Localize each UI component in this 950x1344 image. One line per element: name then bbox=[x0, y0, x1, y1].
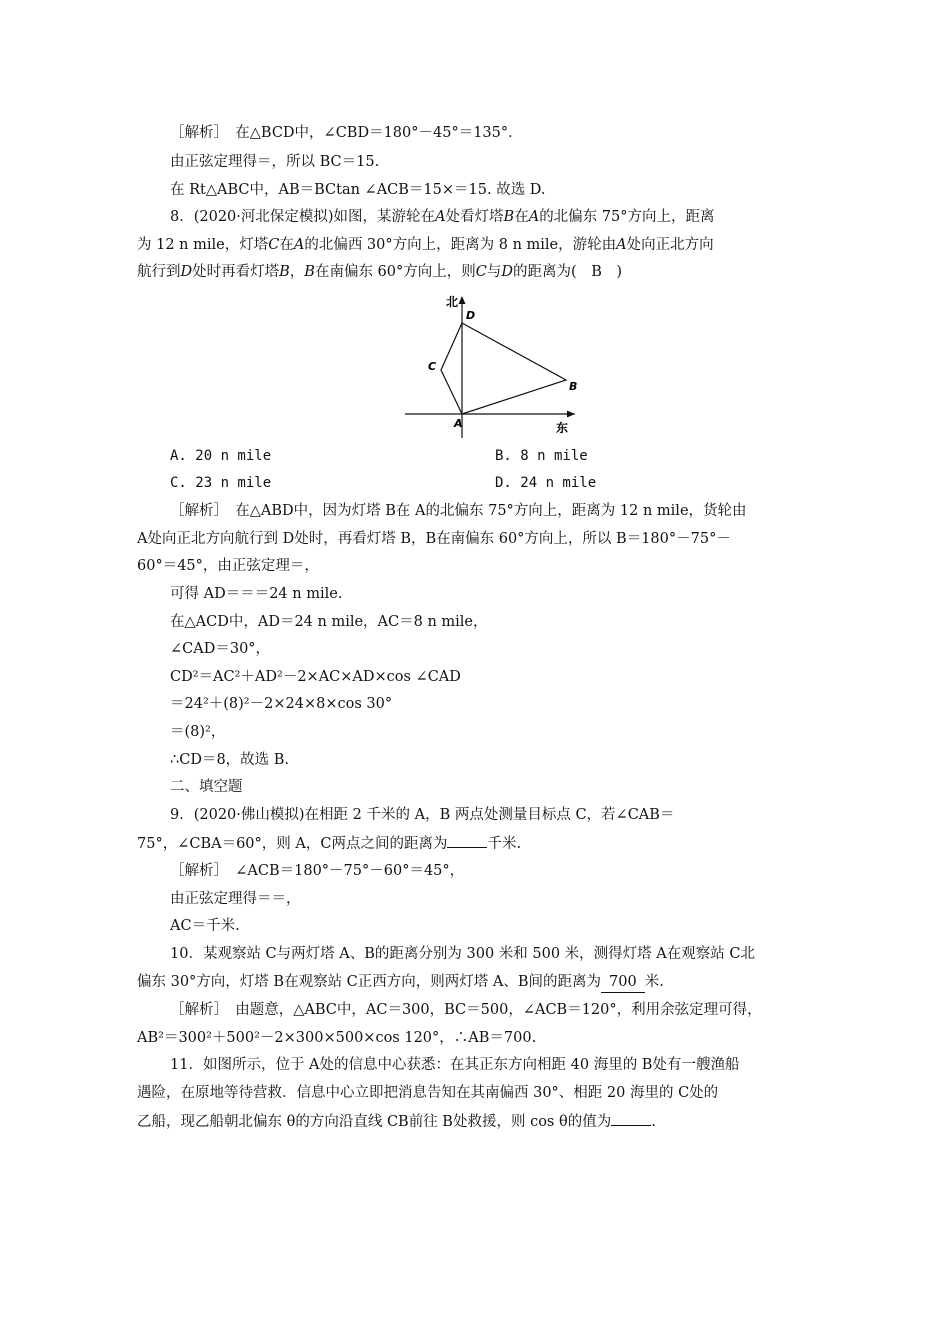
q8-solution-line-1: ［解析］ 在△ABD中，因为灯塔 B在 A的北偏东 75°方向上，距离为 12 n mile，货轮由 bbox=[170, 503, 747, 519]
segment-a-c-d bbox=[441, 323, 462, 414]
q8-solution-line-4: 可得 AD＝＝＝24 n mile. bbox=[170, 586, 343, 602]
q8-stem-line-1: 8．(2020·河北保定模拟)如图，某游轮在A处看灯塔B在A的北偏东 75°方向上，距离 bbox=[170, 209, 715, 225]
q8-solution-line-9: ＝(8)²， bbox=[170, 724, 226, 740]
triangle-abd bbox=[462, 323, 566, 414]
option-a: A. 20 n mile bbox=[170, 448, 272, 464]
label-c: C bbox=[428, 360, 437, 373]
option-b: B. 8 n mile bbox=[495, 448, 588, 464]
q10-solution-line-2: AB²＝300²＋500²－2×300×500×cos 120°，∴AB＝700. bbox=[137, 1030, 537, 1046]
q9-solution-line-3: AC＝千米. bbox=[170, 918, 240, 934]
q8-solution-line-3: 60°＝45°，由正弦定理＝， bbox=[137, 558, 319, 574]
section-heading: 二、填空题 bbox=[170, 779, 243, 795]
q8-stem-line-3: 航行到D处时再看灯塔B，B在南偏东 60°方向上，则C与D的距离为( B ) bbox=[137, 264, 623, 280]
label-a: A bbox=[454, 417, 463, 430]
q8-solution-line-6: ∠CAD＝30°， bbox=[170, 641, 271, 657]
q8-solution-line-10: ∴CD＝8，故选 B. bbox=[170, 752, 290, 768]
east-arrow bbox=[567, 411, 575, 418]
label-b: B bbox=[569, 380, 578, 393]
east-label: 东 bbox=[556, 421, 569, 435]
q11-answer-blank[interactable] bbox=[611, 1111, 651, 1126]
q10-answer: 700 bbox=[601, 972, 645, 993]
north-label: 北 bbox=[446, 295, 459, 309]
q9-solution-line-1: ［解析］ ∠ACB＝180°－75°－60°＝45°， bbox=[170, 863, 465, 879]
q8-stem-line-2: 为 12 n mile，灯塔C在A的北偏西 30°方向上，距离为 8 n mile，游轮由A处向正北方向 bbox=[137, 237, 714, 253]
north-arrow bbox=[459, 296, 466, 304]
q9-stem-line-2: 75°，∠CBA＝60°，则 A，C两点之间的距离为 千米. bbox=[137, 833, 521, 854]
q7-solution-line-3: 在 Rt△ABC中，AB＝BCtan ∠ACB＝15×＝15. 故选 D. bbox=[170, 182, 546, 198]
q8-solution-line-8: ＝24²＋(8)²－2×24×8×cos 30° bbox=[170, 696, 393, 712]
q8-answer: B bbox=[591, 264, 602, 280]
option-d: D. 24 n mile bbox=[495, 475, 597, 491]
option-c: C. 23 n mile bbox=[170, 475, 272, 491]
q11-stem-line-2: 遇险，在原地等待营救．信息中心立即把消息告知在其南偏西 30°、相距 20 海里的 C处的 bbox=[137, 1085, 719, 1101]
q9-stem-line-1: 9．(2020·佛山模拟)在相距 2 千米的 A，B 两点处测量目标点 C，若∠CAB＝ bbox=[170, 807, 675, 823]
q7-solution-line-2: 由正弦定理得＝，所以 BC＝15. bbox=[170, 154, 380, 170]
q7-solution-line-1: ［解析］ 在△BCD中，∠CBD＝180°－45°＝135°． bbox=[170, 125, 523, 141]
q9-answer-blank[interactable] bbox=[447, 833, 487, 848]
q11-stem-line-1: 11．如图所示，位于 A处的信息中心获悉：在其正东方向相距 40 海里的 B处有一艘渔船 bbox=[170, 1057, 740, 1073]
label-d: D bbox=[466, 309, 476, 322]
q10-solution-line-1: ［解析］ 由题意，△ABC中，AC＝300，BC＝500，∠ACB＝120°，利用余弦定理可得， bbox=[170, 1002, 762, 1018]
q8-solution-line-7: CD²＝AC²＋AD²－2×AC×AD×cos ∠CAD bbox=[170, 669, 461, 685]
q10-stem-line-1: 10．某观察站 C与两灯塔 A、B的距离分别为 300 米和 500 米，测得灯塔 A在观察站 C北 bbox=[170, 946, 755, 962]
q10-stem-line-2: 偏东 30°方向，灯塔 B在观察站 C正西方向，则两灯塔 A、B间的距离为 700 米. bbox=[137, 972, 664, 993]
q11-stem-line-3: 乙船，现乙船朝北偏东 θ的方向沿直线 CB前往 B处救援，则 cos θ的值为 . bbox=[137, 1111, 656, 1132]
q9-solution-line-2: 由正弦定理得＝＝， bbox=[170, 891, 301, 907]
q8-figure bbox=[370, 292, 610, 438]
q8-solution-line-2: A处向正北方向航行到 D处时，再看灯塔 B，B在南偏东 60°方向上，所以 B＝180°－75°－ bbox=[137, 531, 731, 547]
q8-solution-line-5: 在△ACD中，AD＝24 n mile，AC＝8 n mile， bbox=[170, 614, 488, 630]
